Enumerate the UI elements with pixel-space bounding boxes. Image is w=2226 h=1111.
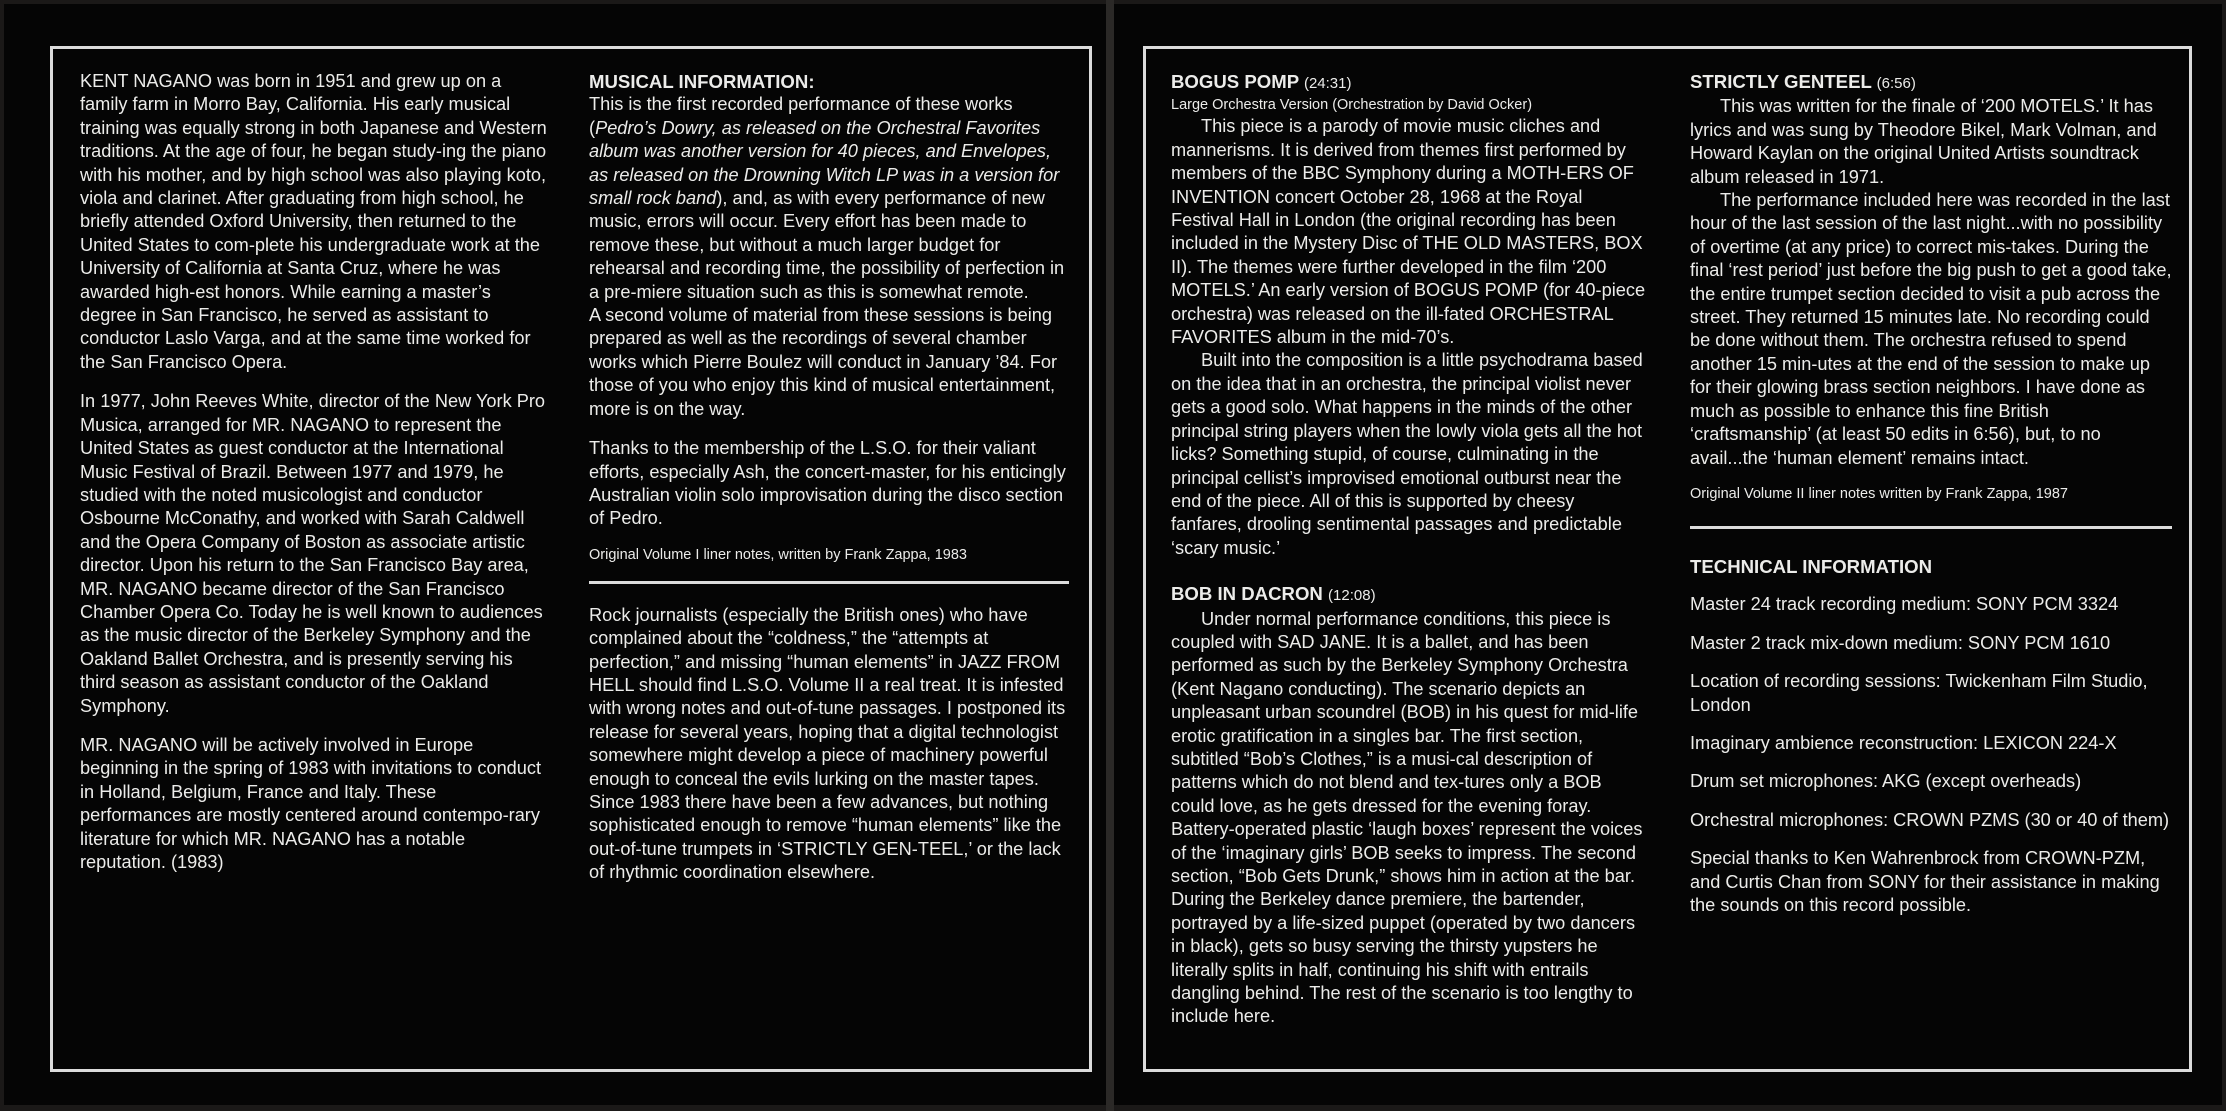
right-page	[1114, 4, 2222, 1105]
bio-paragraph-3: MR. NAGANO will be actively involved in Europe beginning in the spring of 1983 with invitations to conduct in Holland, Belgium, France and Italy. These performances are mostly centered around contempo-rary literature for which MR. NAGANO has a notable reputation. (1983)	[80, 734, 542, 872]
musical-info-p1-end: ), and, as with every performance of new music, errors will occur. Every effort has been made to remove these, but without a much larger budget for rehearsal and recording time, the possibility of perfection in a pre-miere situation such as this is somewhat remote.	[589, 188, 1065, 302]
bogus-pomp-duration: (24:31)	[1303, 75, 1352, 92]
section-divider	[1690, 526, 2172, 529]
bob-in-dacron-paragraph: Under normal performance conditions, this piece is coupled with SAD JANE. It is a ballet, and has been performed as such by the Berkeley Symphony Orchestra (Kent Nagano conducting). The scenario depicts an unpleasant urban scoundrel (BOB) in his quest for mid-life erotic gratification in a singles bar. The first section, subtitled “Bob’s Clothes,” is a musi-cal description of patterns which do not blend and tex-tures only a BOB could love, as he gets dressed for the evening foray. Battery-operated plastic ‘laugh boxes’ represent the voices of the ‘imaginary girls’ BOB seeks to impress. The second section, “Bob Gets Drunk,” shows him in action at the bar. During the Berkeley dance premiere, the bartender, portrayed by a life-sized puppet (operated by two dancers in black), gets so busy serving the thirsty yupsters he literally splits in half, continuing his shift with entrails dangling behind. The rest of the scenario is too lengthy to include here.	[1171, 608, 1643, 1027]
bogus-pomp-subtitle: Large Orchestra Version (Orchestration by David Ocker)	[1171, 97, 1533, 114]
musical-info-p1-italic: Pedro’s Dowry, as released on the Orchestral Favorites album was another version for 40 pieces, and Envelopes, as released on the Drowning Witch LP was in a version for small rock band	[589, 117, 1060, 209]
rock-journalists-paragraph: Rock journalists (especially the British ones) who have complained about the “coldness,” the “attempts at perfection,” and missing “human elements” in JAZZ FROM HELL should find L.S.O. Volume II a real treat. It is infested with wrong notes and out-of-tune passages. I postponed its release for several years, hoping that a digital technologist somewhere might develop a piece of machinery powerful enough to conceal the evils lurking on the master tapes. Since 1983 there have been a few advances, but nothing sophisticated enough to remove “human elements” like the out-of-tune trumpets in ‘STRICTLY GEN-TEEL,’ or the lack of rhythmic coordination elsewhere.	[589, 604, 1066, 883]
bio-paragraph-2: In 1977, John Reeves White, director of the New York Pro Musica, arranged for MR. NAGANO to represent the United States as guest conductor at the International Music Festival of Brazil. Between 1977 and 1979, he studied with the noted musicologist and conductor Osbourne McConathy, and worked with Sarah Caldwell and the Opera Company of Boston as associate artistic director. Upon his return to the San Francisco Bay area, MR. NAGANO became director of the San Francisco Chamber Opera Co. Today he is well known to audiences as the music director of the Berkeley Symphony and the Oakland Ballet Orchestra, and is presently serving his third season as assistant conductor of the Oakland Symphony.	[80, 391, 546, 716]
bob-in-dacron-heading	[1171, 582, 1649, 607]
technical-item: Master 2 track mix-down medium: SONY PCM 1610	[1690, 632, 2111, 653]
musical-info-paragraph-3: Thanks to the membership of the L.S.O. for their valiant efforts, especially Ash, the concert-master, for his enticingly Australian violin solo improvisation during the disco section of Pedro.	[589, 438, 1066, 529]
bob-in-dacron-duration: (12:08)	[1328, 587, 1376, 605]
strictly-genteel-paragraph-2: The performance included here was recorded in the last hour of the last session of the last night...with no possibility of overtime (at any price) to correct mis-takes. During the final ‘rest period’ just before the big push to get a good take, the entire trumpet section decided to visit a pub across the street. They returned 15 minutes late. No recording could be done without them. The orchestra refused to spend another 15 min-utes at the end of the session to make up for their glowing brass section neighbors. I have done as much as possible to enhance this fine British ‘craftsmanship’ (at least 50 edits in 6:56), but, to no avail...the ‘human element’ remains intact.	[1690, 190, 2172, 468]
strictly-genteel-title: STRICTLY GENTEEL	[1690, 71, 1872, 92]
technical-item: Master 24 track recording medium: SONY PCM 3324	[1690, 594, 2119, 615]
volume-2-credit: Original Volume II liner notes written by Frank Zappa, 1987	[1690, 485, 2068, 502]
musical-info-heading: MUSICAL INFORMATION:	[589, 71, 815, 92]
strictly-genteel-paragraph-1: This was written for the finale of ‘200 MOTELS.’ It has lyrics and was sung by Theodore Bikel, Mark Volman, and Howard Kaylan on the original United Artists soundtrack album released in 1971.	[1690, 96, 2157, 187]
technical-item: Special thanks to Ken Wahrenbrock from CROWN-PZM, and Curtis Chan from SONY for their assistance in making the sounds on this record possible.	[1690, 848, 2160, 915]
musical-info-paragraph-2: A second volume of material from these sessions is being prepared as well as the recordings of several chamber works which Pierre Boulez will conduct in January ’84. For those of you who enjoy this kind of musical entertainment, more is on the way.	[589, 305, 1058, 419]
bogus-pomp-heading	[1171, 70, 1649, 95]
left-page	[4, 4, 1106, 1105]
volume-1-credit: Original Volume I liner notes, written by Frank Zappa, 1983	[589, 546, 967, 563]
bio-paragraph-1: KENT NAGANO was born in 1951 and grew up on a family farm in Morro Bay, California. His early musical training was equally strong in both Japanese and Western traditions. At the age of four, he began study-ing the piano with his mother, and by high school was also playing koto, viola and clarinet. After graduating from high school, he briefly attended Oxford University, then returned to the United States to com-plete his undergraduate work at the University of California at Santa Cruz, where he was awarded high-est honors. While earning a master’s degree in San Francisco, he served as assistant to conductor Laslo Varga, and at the same time worked for the San Francisco Opera.	[80, 71, 547, 372]
musical-info-paragraph-1	[589, 93, 1069, 304]
musical-info-p1-start: This is the first recorded performance of these works (	[589, 94, 1013, 138]
bob-in-dacron-title: BOB IN DACRON	[1171, 583, 1323, 605]
technical-item: Location of recording sessions: Twickenham Film Studio, London	[1690, 671, 2148, 715]
musical-info-column	[589, 70, 1069, 885]
section-divider	[589, 581, 1069, 584]
bio-column	[80, 70, 550, 874]
center-fold	[1106, 0, 1114, 1111]
technical-item: Imaginary ambience reconstruction: LEXICON 224-X	[1690, 732, 2117, 753]
technical-item: Drum set microphones: AKG (except overheads)	[1690, 771, 2082, 792]
bogus-pomp-title: BOGUS POMP	[1171, 71, 1299, 92]
track-notes-column	[1171, 70, 1649, 1029]
strictly-genteel-duration: (6:56)	[1876, 75, 1916, 92]
genteel-technical-column	[1690, 70, 2172, 917]
bogus-pomp-paragraph-2: Built into the composition is a little psychodrama based on the idea that in an orchestra, the principal violist never gets a good solo. What happens in the minds of the other principal string players when the lowly viola gets all the hot licks? Something stupid, of course, culminating in the principal cellist’s improvised emotional outburst near the end of the piece. All of this is supported by cheesy fanfares, drooling sentimental passages and predictable ‘scary music.’	[1171, 350, 1643, 558]
technical-item: Orchestral microphones: CROWN PZMS (30 or 40 of them)	[1690, 809, 2170, 830]
bogus-pomp-paragraph-1: This piece is a parody of movie music cliches and mannerisms. It is derived from themes first performed by members of the BBC Symphony during a MOTH-ERS OF INVENTION concert October 28, 1968 at the Royal Festival Hall in London (the original recording has been included in the Mystery Disc of THE OLD MASTERS, BOX II). The themes were further developed in the film ‘200 MOTELS.’ An early version of BOGUS POMP (for 40-piece orchestra) was released on the ill-fated ORCHESTRAL FAVORITES album in the mid-70’s.	[1171, 116, 1646, 348]
technical-info-heading: TECHNICAL INFORMATION	[1690, 555, 1933, 577]
strictly-genteel-heading	[1690, 70, 2172, 95]
